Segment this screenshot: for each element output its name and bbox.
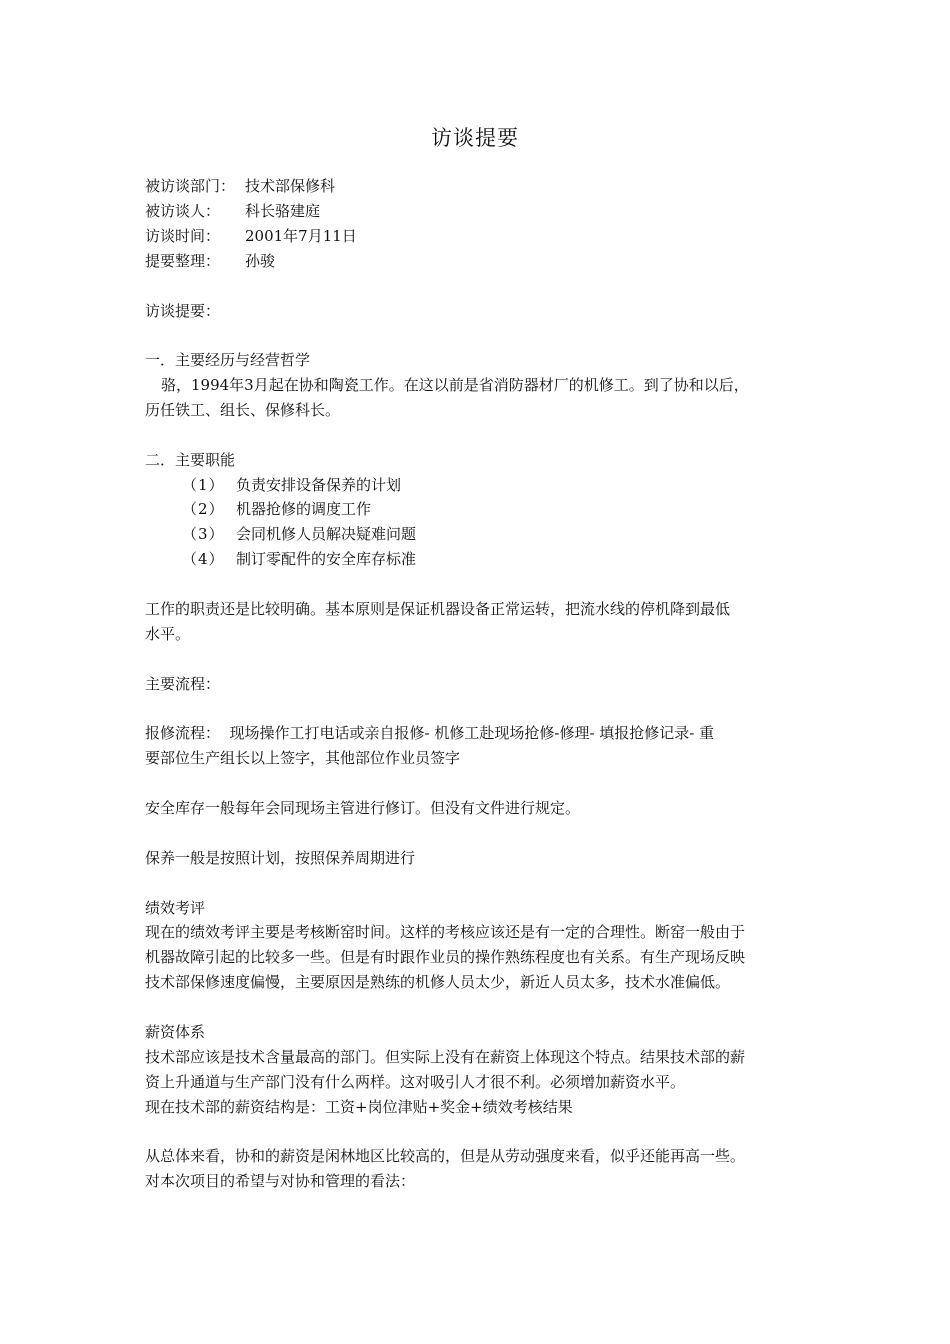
section1-heading: 一．主要经历与经营哲学 [145, 351, 311, 369]
duty-item-2 [182, 497, 371, 522]
performance-line2: 机器故障引起的比较多一些。但是有时跟作业员的操作熟练程度也有关系。有生产现场反映 [145, 948, 746, 966]
repair-line1: 报修流程： 现场操作工打电话或亲自报修- 机修工赴现场抢修-修理- 填报抢修记录- 重 [145, 724, 715, 742]
salary-line1: 技术部应该是技术含量最高的部门。但实际上没有在薪资上体现这个特点。结果技术部的薪 [145, 1048, 746, 1066]
dept-label: 被访谈部门： [145, 177, 236, 195]
performance-heading: 绩效考评 [145, 899, 206, 917]
duty-item-1-text: 负责安排设备保养的计划 [236, 476, 402, 494]
editor-label: 提要整理： [145, 252, 221, 270]
overall-line2: 对本次项目的希望与对协和管理的看法： [145, 1172, 416, 1190]
repair-line2: 要部位生产组长以上签字，其他部位作业员签字 [145, 749, 461, 767]
duty-item-3 [182, 522, 416, 547]
person-label: 被访谈人： [145, 202, 221, 220]
person-value: 科长骆建庭 [245, 202, 321, 220]
duty-item-4-num: （4） [182, 550, 225, 568]
time-label: 访谈时间： [145, 227, 221, 245]
duty-item-1-num: （1） [182, 476, 225, 494]
editor-value: 孙骏 [245, 252, 276, 270]
salary-line3: 现在技术部的薪资结构是：工资+岗位津贴+奖金+绩效考核结果 [145, 1098, 573, 1116]
inventory-text: 安全库存一般每年会同现场主管进行修订。但没有文件进行规定。 [145, 799, 581, 817]
duty-item-2-num: （2） [182, 500, 225, 518]
process-heading: 主要流程： [145, 675, 221, 693]
duty-item-2-text: 机器抢修的调度工作 [236, 500, 372, 518]
overall-line1: 从总体来看，协和的薪资是闲林地区比较高的，但是从劳动强度来看，似乎还能再高一些。 [145, 1147, 746, 1165]
duty-line2: 水平。 [145, 625, 191, 643]
maintenance-text: 保养一般是按照计划，按照保养周期进行 [145, 849, 416, 867]
duty-line1: 工作的职责还是比较明确。基本原则是保证机器设备正常运转，把流水线的停机降到最低 [145, 600, 731, 618]
duty-item-1 [182, 473, 401, 498]
performance-line1: 现在的绩效考评主要是考核断窑时间。这样的考核应该还是有一定的合理性。断窑一般由于 [145, 923, 746, 941]
duty-item-3-num: （3） [182, 525, 225, 543]
duty-item-4 [182, 547, 416, 572]
salary-heading: 薪资体系 [145, 1023, 206, 1041]
section2-heading: 二．主要职能 [145, 451, 236, 469]
dept-row [145, 174, 815, 199]
summary-heading: 访谈提要： [145, 302, 221, 320]
time-row [145, 224, 815, 249]
person-row [145, 199, 815, 224]
editor-row [145, 249, 815, 274]
time-value: 2001年7月11日 [245, 227, 357, 245]
salary-line2: 资上升通道与生产部门没有什么两样。这对吸引人才很不利。必须增加薪资水平。 [145, 1073, 686, 1091]
duty-item-3-text: 会同机修人员解决疑难问题 [236, 525, 417, 543]
performance-line3: 技术部保修速度偏慢，主要原因是熟练的机修人员太少，新近人员太多，技术水准偏低。 [145, 973, 731, 991]
document-title: 访谈提要 [431, 126, 519, 150]
dept-value: 技术部保修科 [245, 177, 336, 195]
duty-item-4-text: 制订零配件的安全库存标准 [236, 550, 417, 568]
section1-line2: 历任铁工、组长、保修科长。 [145, 401, 341, 419]
section1-line1: 骆，1994年3月起在协和陶瓷工作。在这以前是省消防器材厂的机修工。到了协和以后， [161, 376, 749, 394]
